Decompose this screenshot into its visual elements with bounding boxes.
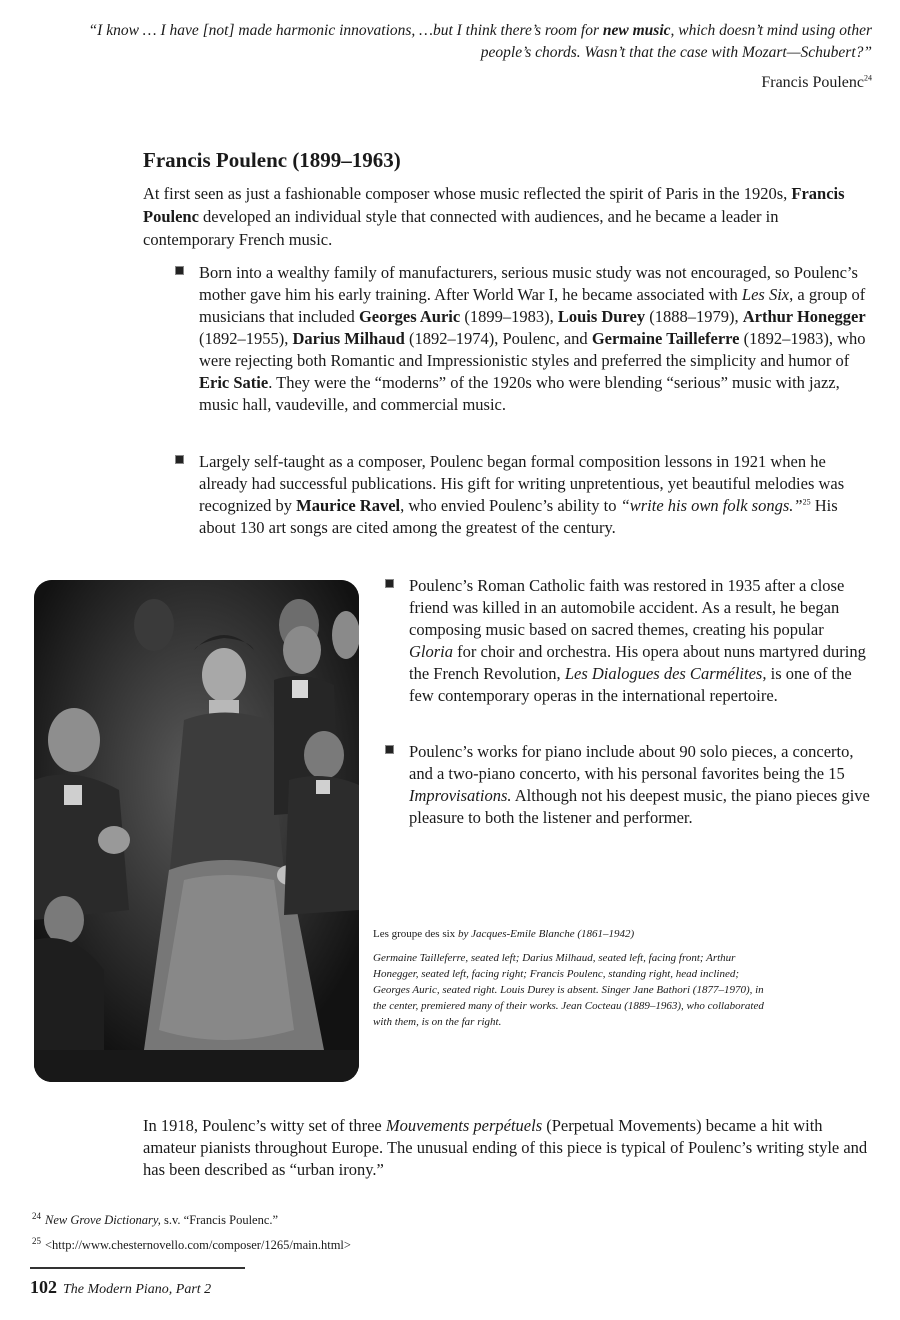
- footnote-url: <http://www.chesternovello.com/composer/1265/main.html>: [45, 1238, 351, 1253]
- epigraph-quote: “I know … I have [not] made harmonic innovations, …but I think there’s room for new music, which doesn’t mind using other people’s chords. Wasn’t that the case with Mozart—Schubert?”: [88, 22, 872, 61]
- page-number: 102: [30, 1277, 57, 1297]
- caption-title: Les groupe des six by Jacques-Emile Blanche (1861–1942): [373, 928, 635, 940]
- bullet-square-icon: [385, 745, 394, 754]
- caption-body: Germaine Tailleferre, seated left; Darius Milhaud, seated left, facing front; Arthur Honegger, seated left, facing right; Francis Poulenc, standing right, head inclined; Georges Auric, seated right. Louis Durey is absent. Singer Jane Bathori (1877–1970), in the center, premiered many of their works. Jean Cocteau (1889–1963), who collaborated with them, is on the far right.: [373, 952, 764, 1028]
- section-title: Francis Poulenc (1899–1963): [143, 148, 401, 172]
- footnote-ref: 24: [864, 73, 872, 83]
- footnote-24: $^{24}$ New Grove Dictionary, s.v. “Francis Poulenc.”: [32, 1211, 279, 1228]
- book-title: The Modern Piano, Part 2: [63, 1282, 212, 1297]
- bullet-piano-works: Poulenc’s works for piano include about 90 solo pieces, a concerto, and a two-piano concerto, with his personal favorites being the 15 Improvisations. Although not his deepest music, the piano pieces give pleasure to both the listener and performer.: [409, 741, 871, 829]
- bullet-self-taught: Largely self-taught as a composer, Poulenc began formal composition lessons in 1921 when he already had successful publications. His gift for writing unpretentious, yet beautiful melodies was recognized by Maurice Ravel, who envied Poulenc’s ability to “write his own folk songs.”$^{25}$ His about 130 art songs are cited among the greatest of the century.: [199, 451, 869, 539]
- closing-paragraph: In 1918, Poulenc’s witty set of three Mouvements perpétuels (Perpetual Movements) became a hit with amateur pianists throughout Europe. The unusual ending of this piece is typical of Poulenc’s writing style and has been described as “urban irony.”: [143, 1116, 868, 1179]
- painting-image: [34, 580, 359, 1082]
- footnote-ref: 25: [802, 497, 811, 507]
- bullet-square-icon: [175, 266, 184, 275]
- bullet-les-six: Born into a wealthy family of manufacturers, serious music study was not encouraged, so Poulenc’s mother gave him his early training. After World War I, he became associated with Les Six, a group of musicians that included Georges Auric (1899–1983), Louis Durey (1888–1979), Arthur Honegger (1892–1955), Darius Milhaud (1892–1974), Poulenc, and Germaine Tailleferre (1892–1983), who were rejecting both Romantic and Impressionistic styles and preferred the simplicity and humor of Eric Satie. They were the “moderns” of the 1920s who were blending “serious” music with jazz, music hall, vaudeville, and commercial music.: [199, 262, 869, 416]
- bullet-square-icon: [175, 455, 184, 464]
- page-footer: [30, 1277, 211, 1298]
- quote-attribution: Francis Poulenc$^{24}$: [761, 73, 872, 91]
- quote-emphasis: new music: [602, 22, 671, 39]
- bullet-catholic-faith: Poulenc’s Roman Catholic faith was restored in 1935 after a close friend was killed in an automobile accident. As a result, he began composing music based on sacred themes, creating his popular Gloria for choir and orchestra. His opera about nuns martyred during the French Revolution, Les Dialogues des Carmélites, is one of the few contemporary operas in the international repertoire.: [409, 575, 871, 707]
- painting-groupe-des-six: [34, 580, 359, 1082]
- footnote-25: $^{25}$ <http://www.chesternovello.com/composer/1265/main.html>: [32, 1236, 351, 1253]
- footer-divider: [30, 1267, 245, 1269]
- intro-paragraph: At first seen as just a fashionable composer whose music reflected the spirit of Paris in the 1920s, Francis Poulenc developed an individual style that connected with audiences, and he became a leader in contemporary French music.: [143, 184, 845, 249]
- bullet-square-icon: [385, 579, 394, 588]
